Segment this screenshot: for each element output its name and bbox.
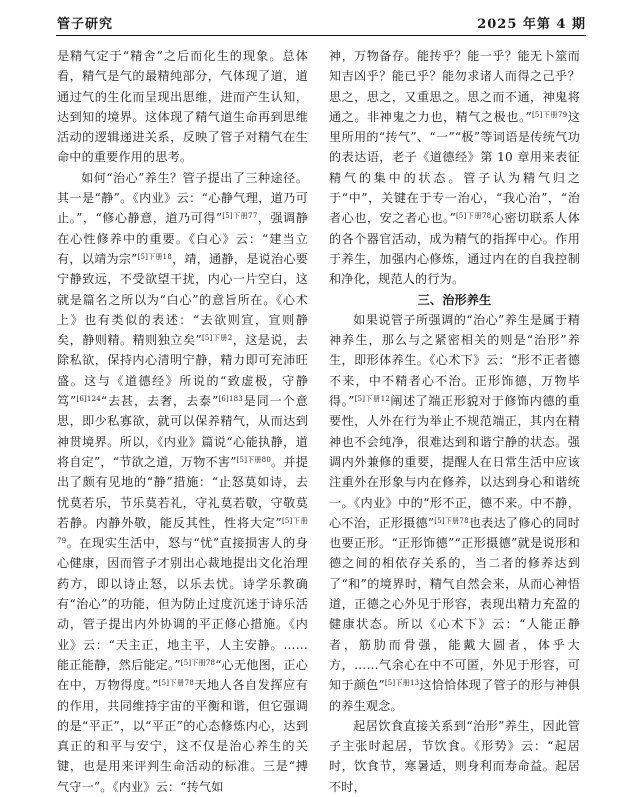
- issue-number: 2025 年第 4 期: [477, 17, 586, 32]
- citation: [5]下册79: [57, 516, 308, 546]
- text-run: ，这是说，去除私欲，保持内心清明宁静，精力即可充沛旺盛。这与《道德经》所说的“致虚极，守静笃”: [57, 333, 308, 409]
- citation: [6]124: [76, 395, 101, 404]
- text-run: 。并提出了颇有见地的“静”措施：“止怒莫如诗，去忧莫若乐，节乐莫若礼，守礼莫若敬，守敬莫若静。内静外敬，能反其性，性将大定”: [57, 454, 308, 530]
- paragraph-continued: [329, 46, 580, 290]
- text-run: ，强调静在心性修养中的重要。《白心》云：“建当立有，以靖为宗”: [57, 211, 308, 266]
- citation: [5]下册18: [137, 252, 172, 261]
- text-run: 如果说管子所强调的“治心”养生是属于精神养生，那么与之紧密相关的则是“治形”养生，即形体养生。《心术下》云：“形不正者德不来，中不精者心不治。正形饰德，万物毕得。”: [329, 312, 580, 409]
- citation: [5]下册77: [222, 212, 258, 221]
- text-run: 是同一个意思，即少私寡欲，就可以保养精气，从而达到神贯境界。所以，《内业》篇说“心能执静，道将自定”，“节欲之道，万物不害”: [57, 394, 308, 469]
- paragraph-qiju-yinshi: 起居饮食直接关系到“治形”养生，因此管子主张时起居，节饮食。《形势》云：“起居时，饮食节，寒暑适，则身利而寿命益。起居不时，: [329, 718, 580, 794]
- citation: [5]下册80: [236, 455, 271, 464]
- text-run: 阐述了端正形貌对于修饰内德的重要性，人外在行为举止不规范端正，其内在精神也不会纯净，很难达到和谐宁静的状态。强调内外兼修的重要，提醒人在日常生活中应该注重外在形象与内在修养，以达到身心和谐统一。《内业》中的“形不正，德不来。中不静，心不治，正形摄德”: [329, 394, 580, 530]
- citation: [5]下册78: [180, 658, 216, 667]
- paragraph-continued: 是精气定于“精舍”之后而化生的现象。总体看，精气是气的最精纯部分，气体现了道，道通过气的生化而呈现出思维，进而产生认知，达到知的境界。这体现了精气道生命再到思维活动的逻辑递进关系，反映了管子对精气在生命中的重要作用的思考。: [57, 49, 308, 165]
- citation: [5]下册78: [434, 516, 469, 525]
- text-run: “心无他图，正心在中，万物得度。”: [57, 657, 308, 693]
- text-run: 这恰恰体现了管子的形与神俱的养生观念。: [329, 678, 580, 713]
- left-column: [57, 46, 308, 797]
- text-run: 如何“治心”养生？管子提出了三种途径。其一是“静”。《内业》云：“心静气理，道乃可止。”，“修心静意，道乃可得”: [57, 170, 308, 226]
- citation: [5]下册12: [354, 395, 391, 404]
- citation: [6]183: [218, 395, 243, 404]
- paragraph-zhixin-methods: [57, 168, 308, 797]
- text-run: 。在现实生活中，怒与“忧”直接损害人的身心健康，因而管子才别出心裁地提出文化治理药方，即以诗止怒，以乐去忧。诗学乐教确有“治心”的功能，但为防止过度沉迷于诗乐活动，管子提出内外协调的平正修心措施。《内业》云：“天主正，地主平，人主安静。……能正能静，然后能定。”: [57, 536, 308, 672]
- journal-name: 管子研究: [57, 17, 114, 32]
- text-run: 这里所用的“抟气”、“一”“极”等词语是传统气功的表达语，老子《道德经》第 10 章用来表征精气的集中的状态。管子认为精气归之于“中”，关键在于专一治心，“我心治”，“治者心也，安之者心也。”: [329, 109, 580, 226]
- citation: [5]下册13: [384, 679, 420, 688]
- text-run: 神，万物备存。能抟乎？能一乎？能无卜筮而知吉凶乎？能已乎？能勿求诸人而得之己乎？思之，思之，又重思之。思之而不通，神鬼将通之。非神鬼之力也，精气之极也。”: [329, 49, 580, 124]
- citation: [5]下册79: [531, 110, 568, 119]
- paragraph-zhixing: [329, 310, 580, 716]
- citation: [5]下册2: [201, 334, 233, 343]
- citation: [5]下册78: [455, 212, 492, 221]
- text-run: 心密切联系人体的各个器官活动，成为精气的指挥中心。作用于养生，加强内心修炼，通过内在的自我控制和净化，规范人的行为。: [329, 211, 580, 287]
- citation: [5]下册78: [158, 679, 194, 688]
- text-run: 天地人各自发挥应有的作用，共同维持宇宙的平衡和谐，但它强调的是“平正”，以“平正”的心态修炼内心，达到真正的和平与安宁，这不仅是治心养生的关键，也是用来评判生命活动的标准。三是“搏气守一”。《内业》云：“抟气如: [57, 678, 308, 794]
- header-rule: [56, 35, 586, 36]
- page-header: [0, 0, 622, 40]
- text-run: ，靖，通静，是说治心要宁静致远，不受欲望干扰，内心一片空白，这就是篇名之所以为“白心”的意旨所在。《心术上》也有类似的表述：“去欲则宣，宣则静矣，静则精。精则独立矣”: [57, 251, 308, 348]
- text-run: “去甚，去奢，去泰”: [100, 394, 219, 409]
- section-heading: 三、治形养生: [417, 292, 492, 307]
- text-run: 也表达了修心的同时也要正形。“正形饰德”“正形摄德”就是说形和德之间的相依存关系的，当二者的修养达到了“和”的境界时，精气自然会来，从而心神悟道，正德之心外见于形容，表现出精力充盈的健康状态。所以《心术下》云：“人能正静者，筋肋而骨强，能戴大圆者，体乎大方，……气余心在中不可匿，外见于形容，可知于颜色”: [329, 515, 580, 693]
- right-column: [329, 46, 580, 797]
